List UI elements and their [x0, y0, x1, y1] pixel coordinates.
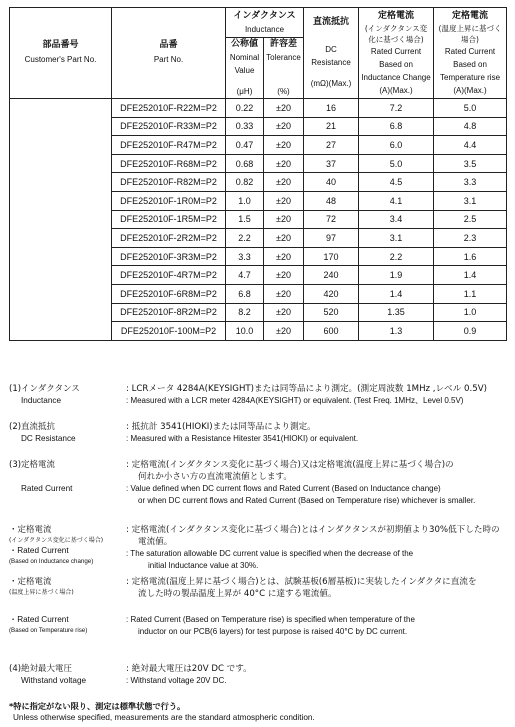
rated-current-temperature-cell: 1.6 [434, 247, 507, 266]
header-rc2-jp: 定格電流 [452, 10, 489, 21]
rated-current-inductance-cell: 1.3 [359, 322, 434, 341]
table-row [10, 154, 507, 173]
tolerance-cell: ±20 [264, 210, 304, 229]
dc-resistance-cell: 37 [304, 154, 359, 173]
rated-current-inductance-cell: 4.1 [359, 191, 434, 210]
header-tolerance-en: Tolerance [266, 53, 301, 62]
header-rc2-jp-sub1: (温度上昇に基づく [438, 23, 502, 33]
dc-resistance-cell: 16 [304, 99, 359, 118]
nominal-value-cell: 1.5 [226, 210, 264, 229]
header-dcr-en1: DC [325, 45, 337, 54]
tolerance-cell: ±20 [264, 247, 304, 266]
header-customer-part [10, 8, 112, 99]
dc-resistance-cell: 600 [304, 322, 359, 341]
table-row [10, 266, 507, 285]
nominal-value-cell: 10.0 [226, 322, 264, 341]
dc-resistance-cell: 27 [304, 136, 359, 155]
table-row [10, 303, 507, 322]
note2-text-jp: : 抵抗計 3541(HIOKI)または同等品により測定。 [126, 422, 316, 432]
rated-current-inductance-cell: 6.0 [359, 136, 434, 155]
rated-current-inductance-cell: 6.8 [359, 117, 434, 136]
part-number-cell: DFE252010F-1R5M=P2 [112, 210, 226, 229]
note4-text-jp1: : 定格電流(インダクタンス変化に基づく場合)とはインダクタンスが初期値より30%低下した時の [126, 525, 500, 535]
dc-resistance-cell: 520 [304, 303, 359, 322]
part-number-cell: DFE252010F-100M=P2 [112, 322, 226, 341]
rated-current-temperature-cell: 5.0 [434, 99, 507, 118]
header-nominal-en2: Value [234, 66, 255, 75]
customer-part-cell [10, 303, 112, 322]
rated-current-temperature-cell: 1.4 [434, 266, 507, 285]
part-number-cell: DFE252010F-R68M=P2 [112, 154, 226, 173]
table-row [10, 322, 507, 341]
tolerance-cell: ±20 [264, 99, 304, 118]
header-nominal-en1: Nominal [229, 53, 260, 62]
header-nominal-unit: (μH) [236, 87, 253, 96]
note2-label-jp: (2)直流抵抗 [9, 422, 56, 432]
tolerance-cell: ±20 [264, 266, 304, 285]
dc-resistance-cell: 48 [304, 191, 359, 210]
dc-resistance-cell: 170 [304, 247, 359, 266]
rated-current-inductance-cell: 1.9 [359, 266, 434, 285]
customer-part-cell [10, 266, 112, 285]
header-dcr-unit: (mΩ)(Max.) [310, 79, 352, 88]
note2-text-en: : Measured with a Resistance Hitester 3541(HIOKI) or equivalent. [126, 434, 359, 443]
header-part-no [112, 8, 226, 99]
rated-current-temperature-cell: 3.1 [434, 191, 507, 210]
note1-label-jp: (1)インダクタンス [9, 384, 80, 394]
rated-current-temperature-cell: 1.1 [434, 284, 507, 303]
rated-current-temperature-cell: 1.0 [434, 303, 507, 322]
customer-part-cell [10, 284, 112, 303]
table-row [10, 247, 507, 266]
note3-text-en2: or when DC current flows and Rated Current (Based on Temperature rise) whichever is smaller. [138, 496, 476, 505]
header-rc2-unit: (A)(Max.) [453, 85, 487, 95]
customer-part-cell [10, 99, 112, 118]
note4-label-sub-en: (Based on Inductance change) [9, 558, 94, 565]
note1-label-en: Inductance [21, 396, 62, 405]
tolerance-cell: ±20 [264, 229, 304, 248]
header-rc2-en3: Temperature rise [440, 72, 501, 82]
rated-current-temperature-cell: 3.3 [434, 173, 507, 192]
nominal-value-cell: 1.0 [226, 191, 264, 210]
dc-resistance-cell: 97 [304, 229, 359, 248]
dc-resistance-cell: 72 [304, 210, 359, 229]
note6-text-en2: inductor on our PCB(6 layers) for test purpose is raised 40°C by DC current. [138, 627, 408, 636]
table-row [10, 210, 507, 229]
note1-text-jp: : LCRメータ 4284A(KEYSIGHT)または同等品により測定。(測定周波数 1MHz ,レベル 0.5V) [126, 384, 487, 394]
part-number-cell: DFE252010F-R22M=P2 [112, 99, 226, 118]
part-number-cell: DFE252010F-6R8M=P2 [112, 284, 226, 303]
tolerance-cell: ±20 [264, 191, 304, 210]
rated-current-inductance-cell: 3.4 [359, 210, 434, 229]
note3-text-jp2: 何れか小さい方の直流電流値とします。 [138, 472, 293, 482]
tolerance-cell: ±20 [264, 173, 304, 192]
dc-resistance-cell: 40 [304, 173, 359, 192]
note4-text-en1: : The saturation allowable DC current value is specified when the decrease of the [126, 549, 414, 558]
spec-table [9, 7, 507, 341]
nominal-value-cell: 4.7 [226, 266, 264, 285]
note3-label-jp: (3)定格電流 [9, 460, 56, 470]
customer-part-cell [10, 173, 112, 192]
part-number-cell: DFE252010F-R47M=P2 [112, 136, 226, 155]
header-inductance-jp: インダクタンス [233, 10, 296, 21]
tolerance-cell: ±20 [264, 322, 304, 341]
header-nominal-jp: 公称値 [230, 39, 258, 49]
header-tolerance-unit: (%) [277, 87, 290, 96]
note6-label-sub-en: (Based on Temperature rise) [9, 627, 88, 634]
rated-current-inductance-cell: 4.5 [359, 173, 434, 192]
tolerance-cell: ±20 [264, 136, 304, 155]
rated-current-temperature-cell: 2.3 [434, 229, 507, 248]
header-dc-resistance [304, 8, 359, 99]
rated-current-inductance-cell: 3.1 [359, 229, 434, 248]
rated-current-inductance-cell: 5.0 [359, 154, 434, 173]
nominal-value-cell: 2.2 [226, 229, 264, 248]
nominal-value-cell: 0.47 [226, 136, 264, 155]
header-rc2-jp-sub2: 場合) [461, 34, 479, 44]
note6-text-en1: : Rated Current (Based on Temperature rise) is specified when temperature of the [126, 615, 415, 624]
header-part-jp: 品番 [159, 40, 178, 50]
footer-note-en: Unless otherwise specified, measurements are the standard atmospheric condition. [13, 713, 315, 722]
header-rc2-en2: Based on [453, 59, 487, 69]
table-body [10, 99, 507, 341]
header-rc1-jp: 定格電流 [378, 10, 415, 21]
nominal-value-cell: 0.68 [226, 154, 264, 173]
customer-part-cell [10, 136, 112, 155]
tolerance-cell: ±20 [264, 303, 304, 322]
note6-label-en: ・Rated Current [9, 615, 69, 624]
note5-label-sub: (温度上昇に基づく場合) [9, 589, 74, 596]
header-inductance-en: Inductance [244, 24, 285, 34]
note3-label-en: Rated Current [21, 484, 73, 493]
header-rc2-en1: Rated Current [444, 46, 496, 56]
rated-current-temperature-cell: 4.8 [434, 117, 507, 136]
customer-part-cell [10, 322, 112, 341]
rated-current-inductance-cell: 1.35 [359, 303, 434, 322]
rated-current-temperature-cell: 3.5 [434, 154, 507, 173]
nominal-value-cell: 0.33 [226, 117, 264, 136]
table-row [10, 99, 507, 118]
note4-label-sub: (インダクタンス変化に基づく場合) [9, 537, 104, 544]
nominal-value-cell: 6.8 [226, 284, 264, 303]
header-customer-jp: 部品番号 [42, 40, 79, 50]
table-row [10, 173, 507, 192]
customer-part-cell [10, 117, 112, 136]
note7-text-jp: : 絶対最大電圧は20V DC です。 [126, 664, 252, 674]
header-rc1-jp-sub1: (インダクタンス変 [364, 23, 428, 33]
note7-label-en: Withstand voltage [21, 676, 87, 685]
nominal-value-cell: 0.82 [226, 173, 264, 192]
header-nominal [226, 38, 264, 99]
tolerance-cell: ±20 [264, 284, 304, 303]
table-row [10, 117, 507, 136]
nominal-value-cell: 8.2 [226, 303, 264, 322]
header-rated-current-inductance [359, 8, 434, 99]
rated-current-inductance-cell: 2.2 [359, 247, 434, 266]
header-customer-en: Customer's Part No. [24, 55, 97, 64]
header-inductance [226, 8, 304, 38]
header-dcr-en2: Resistance [311, 58, 351, 67]
part-number-cell: DFE252010F-8R2M=P2 [112, 303, 226, 322]
note5-text-jp1: : 定格電流(温度上昇に基づく場合)とは、試験基板(6層基板)に実装したインダクタに直流を [126, 577, 477, 587]
part-number-cell: DFE252010F-4R7M=P2 [112, 266, 226, 285]
rated-current-inductance-cell: 7.2 [359, 99, 434, 118]
note2-label-en: DC Resistance [21, 434, 76, 443]
note5-text-jp2: 流した時の製品温度上昇が 40°C に達する電流値。 [138, 589, 337, 599]
part-number-cell: DFE252010F-R82M=P2 [112, 173, 226, 192]
rated-current-temperature-cell: 2.5 [434, 210, 507, 229]
footer-note [9, 700, 509, 724]
table-row [10, 191, 507, 210]
customer-part-cell [10, 229, 112, 248]
part-number-cell: DFE252010F-1R0M=P2 [112, 191, 226, 210]
dc-resistance-cell: 240 [304, 266, 359, 285]
note3-text-en1: : Value defined when DC current flows and Rated Current (Based on Inductance change) [126, 484, 441, 493]
rated-current-inductance-cell: 1.4 [359, 284, 434, 303]
note1-text-en: : Measured with a LCR meter 4284A(KEYSIGHT) or equivalent. (Test Freq. 1MHz、Level 0.5V) [126, 396, 464, 405]
rated-current-temperature-cell: 4.4 [434, 136, 507, 155]
note7-text-en: : Withstand voltage 20V DC. [126, 676, 227, 685]
part-number-cell: DFE252010F-3R3M=P2 [112, 247, 226, 266]
header-rc1-en1: Rated Current [370, 46, 422, 56]
customer-part-cell [10, 191, 112, 210]
header-rc1-jp-sub2: 化に基づく場合) [368, 34, 424, 44]
note7-label-jp: (4)絶対最大電圧 [9, 664, 73, 674]
table-row [10, 229, 507, 248]
note4-label-jp: ・定格電流 [9, 525, 52, 535]
table-row [10, 136, 507, 155]
note3-text-jp1: : 定格電流(インダクタンス変化に基づく場合)又は定格電流(温度上昇に基づく場合)の [126, 460, 454, 470]
customer-part-cell [10, 210, 112, 229]
dc-resistance-cell: 420 [304, 284, 359, 303]
nominal-value-cell: 3.3 [226, 247, 264, 266]
rated-current-temperature-cell: 0.9 [434, 322, 507, 341]
note4-label-en: ・Rated Current [9, 546, 69, 555]
customer-part-cell [10, 247, 112, 266]
customer-part-cell [10, 154, 112, 173]
header-tolerance [264, 38, 304, 99]
header-dcr-jp: 直流抵抗 [313, 17, 350, 27]
header-tolerance-jp: 許容差 [270, 39, 298, 49]
table-row [10, 284, 507, 303]
tolerance-cell: ±20 [264, 117, 304, 136]
nominal-value-cell: 0.22 [226, 99, 264, 118]
footer-note-jp: *特に指定がない限り、測定は標準状態で行う。 [9, 701, 186, 711]
part-number-cell: DFE252010F-R33M=P2 [112, 117, 226, 136]
part-number-cell: DFE252010F-2R2M=P2 [112, 229, 226, 248]
header-part-en: Part No. [153, 55, 184, 64]
note4-text-jp2: 電流値。 [138, 537, 173, 547]
header-rc1-en3: Inductance Change [361, 72, 431, 82]
header-rated-current-temperature [434, 8, 507, 99]
note4-text-en2: initial Inductance value at 30%. [148, 561, 259, 570]
dc-resistance-cell: 21 [304, 117, 359, 136]
tolerance-cell: ±20 [264, 154, 304, 173]
note5-label-jp: ・定格電流 [9, 577, 52, 587]
header-rc1-en2: Based on [379, 59, 413, 69]
header-rc1-unit: (A)(Max.) [379, 85, 413, 95]
